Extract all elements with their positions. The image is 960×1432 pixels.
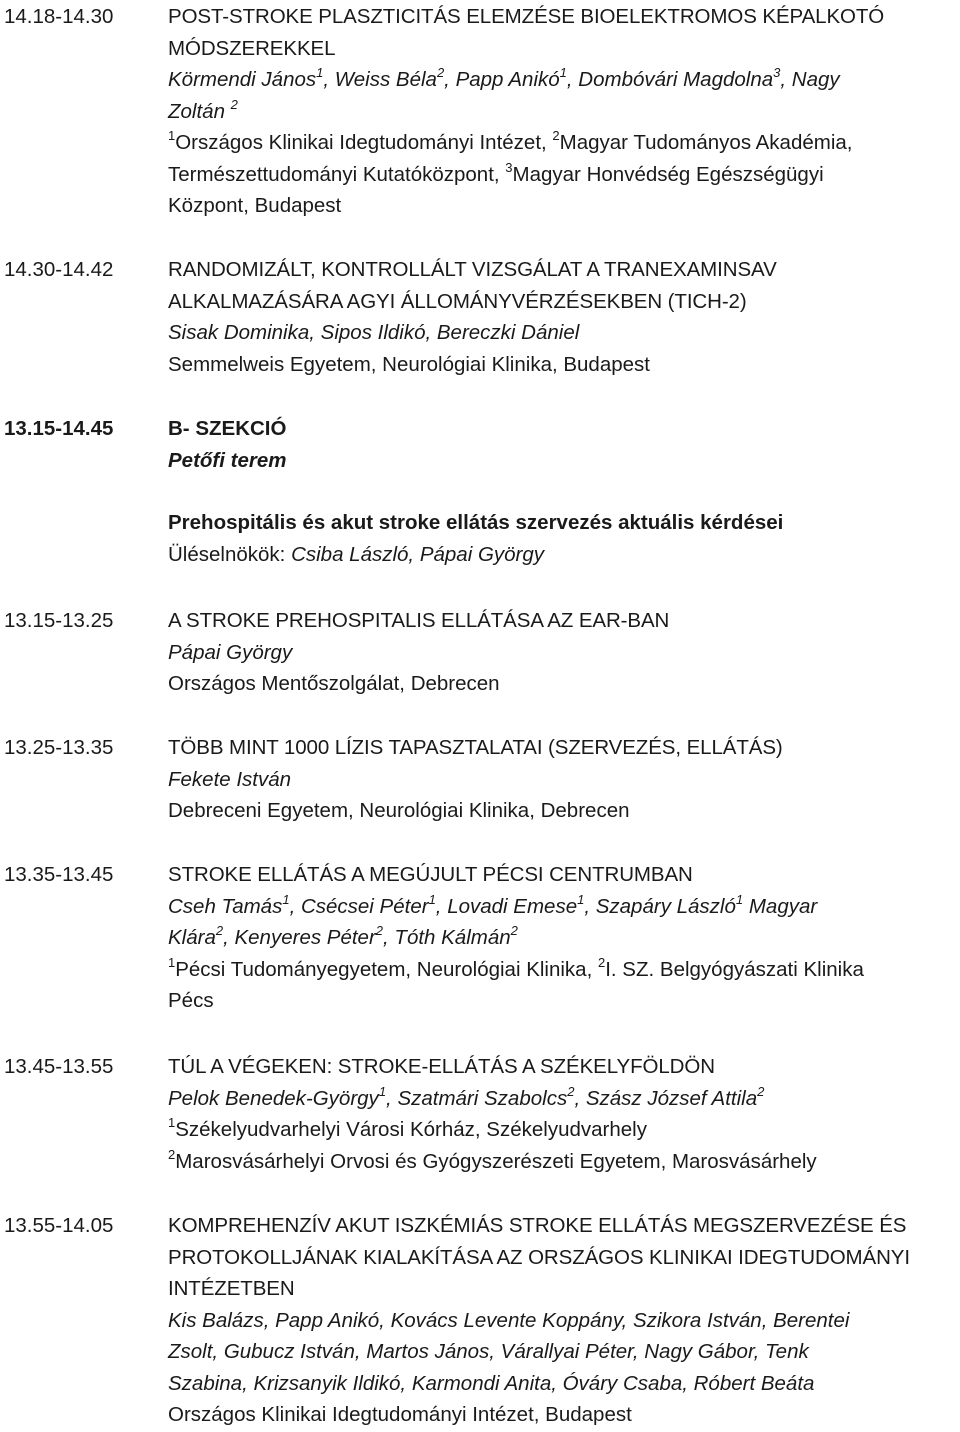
- session-affiliation: Országos Klinikai Idegtudományi Intézet, Budapest: [168, 1403, 632, 1426]
- section-room: Petőfi terem: [168, 448, 287, 472]
- session-title-line: KOMPREHENZÍV AKUT ISZKÉMIÁS STROKE ELLÁTÁS MEGSZERVEZÉSE ÉS: [168, 1214, 907, 1237]
- session-title-line: PROTOKOLLJÁNAK KIALAKÍTÁSA AZ ORSZÁGOS KLINIKAI IDEGTUDOMÁNYI: [168, 1245, 910, 1269]
- session-title-line: POST-STROKE PLASZTICITÁS ELEMZÉSE BIOELEKTROMOS KÉPALKOTÓ: [168, 5, 885, 28]
- session-time: 13.55-14.05: [4, 1214, 114, 1237]
- session-title-line: RANDOMIZÁLT, KONTROLLÁLT VIZSGÁLAT A TRANEXAMINSAV: [168, 258, 777, 281]
- section-content: [168, 413, 958, 570]
- session-authors: Fekete István: [168, 767, 292, 791]
- chairs-names: Csiba László, Pápai György: [291, 542, 545, 566]
- session-content: [168, 254, 958, 380]
- session-affiliation: Központ, Budapest: [168, 194, 342, 217]
- session-time: 14.30-14.42: [4, 258, 114, 281]
- session-authors: Klára$^2$, Kenyeres Péter$^2$, Tóth Kálmán$^2$: [168, 923, 518, 949]
- session-time: 13.15-13.25: [4, 609, 114, 632]
- session-content: [168, 859, 958, 1017]
- session-time: 13.35-13.45: [4, 863, 114, 886]
- session-content: [168, 732, 958, 827]
- session-authors: Pápai György: [168, 640, 293, 664]
- session-affiliation: Országos Mentőszolgálat, Debrecen: [168, 672, 500, 695]
- session-affiliation: Semmelweis Egyetem, Neurológiai Klinika, Budapest: [168, 352, 650, 376]
- session-title-line: TÖBB MINT 1000 LÍZIS TAPASZTALATAI (SZERVEZÉS, ELLÁTÁS): [168, 736, 783, 759]
- session-affiliation: Természettudományi Kutatóközpont, $^3$Magyar Honvédség Egészségügyi: [168, 159, 824, 186]
- session-title-line: STROKE ELLÁTÁS A MEGÚJULT PÉCSI CENTRUMBAN: [168, 863, 693, 886]
- session-authors: Zsolt, Gubucz István, Martos János, Várallyai Péter, Nagy Gábor, Tenk: [168, 1340, 809, 1363]
- session-title-line: MÓDSZEREKKEL: [168, 36, 336, 60]
- chairs-label: Üléselnökök:: [168, 542, 292, 566]
- session-affiliation: $^1$Országos Klinikai Idegtudományi Intézet, $^2$Magyar Tudományos Akadémia,: [168, 128, 853, 154]
- session-content: [168, 1051, 958, 1177]
- session-affiliation: Pécs: [168, 989, 214, 1012]
- session-authors: Szabina, Krizsanyik Ildikó, Karmondi Anita, Óváry Csaba, Róbert Beáta: [168, 1371, 815, 1395]
- session-time: 13.45-13.55: [4, 1055, 114, 1078]
- session-content: [168, 1210, 958, 1431]
- section-chairs: [168, 539, 958, 571]
- session-affiliation: $^1$Székelyudvarhelyi Városi Kórház, Székelyudvarhely: [168, 1115, 647, 1141]
- session-affiliation: $^2$Marosvásárhelyi Orvosi és Gyógyszerészeti Egyetem, Marosvásárhely: [168, 1146, 817, 1173]
- session-affiliation: Debreceni Egyetem, Neurológiai Klinika, Debrecen: [168, 799, 630, 822]
- session-authors: Sisak Dominika, Sipos Ildikó, Bereczki Dániel: [168, 321, 580, 344]
- session-title-line: ALKALMAZÁSÁRA AGYI ÁLLOMÁNYVÉRZÉSEKBEN (TICH-2): [168, 289, 747, 313]
- session-affiliation: $^1$Pécsi Tudományegyetem, Neurológiai Klinika, $^2$I. SZ. Belgyógyászati Klinika: [168, 954, 864, 981]
- session-title-line: TÚL A VÉGEKEN: STROKE-ELLÁTÁS A SZÉKELYFÖLDÖN: [168, 1055, 715, 1078]
- section-time: 13.15-14.45: [4, 417, 114, 440]
- session-content: [168, 1, 958, 222]
- session-time: 13.25-13.35: [4, 736, 114, 759]
- section-topic: Prehospitális és akut stroke ellátás szervezés aktuális kérdései: [168, 511, 784, 534]
- session-content: [168, 605, 958, 700]
- session-time: 14.18-14.30: [4, 5, 114, 28]
- session-authors: Kis Balázs, Papp Anikó, Kovács Levente Koppány, Szikora István, Berentei: [168, 1308, 850, 1332]
- session-authors: Cseh Tamás$^1$, Csécsei Péter$^1$, Lovadi Emese$^1$, Szapáry László$^1$ Magyar: [168, 891, 818, 918]
- session-title-line: A STROKE PREHOSPITALIS ELLÁTÁSA AZ EAR-BAN: [168, 609, 670, 632]
- section-title: B- SZEKCIÓ: [168, 417, 287, 440]
- session-authors: Körmendi János$^1$, Weiss Béla$^2$, Papp Anikó$^1$, Dombóvári Magdolna$^3$, Nagy: [168, 65, 840, 91]
- session-title-line: INTÉZETBEN: [168, 1277, 295, 1300]
- session-authors: Pelok Benedek-György$^1$, Szatmári Szabolcs$^2$, Szász József Attila$^2$: [168, 1083, 765, 1110]
- session-authors: Zoltán $^2$: [168, 96, 238, 123]
